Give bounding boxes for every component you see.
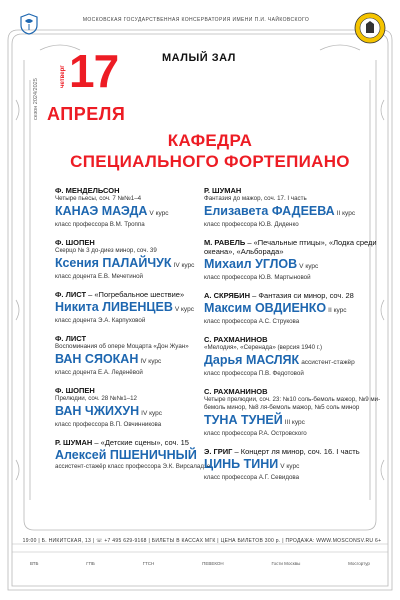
month-label: АПРЕЛЯ: [47, 104, 126, 124]
sponsor-logo: ВТБ: [30, 560, 39, 566]
work-title: Четыре прелюдии, соч. 23: №10 соль-бемоль мажор, №9 ми-бемоль минор, №8 ля-бемоль мажор, №5 соль минор: [204, 396, 381, 411]
composer-line: [204, 186, 384, 195]
program-column-right: [204, 186, 384, 491]
composer-name: М. РАВЕЛЬ: [204, 238, 246, 247]
sponsor-logo: Мосгортур: [348, 560, 370, 566]
program-entry: [204, 238, 384, 282]
performer-line: [204, 300, 384, 318]
performer-name: ЦИНЬ ТИНИ: [204, 457, 279, 471]
composer-name: Э. ГРИГ: [204, 447, 233, 456]
work-title: «Мелодия», «Серенада» (версия 1940 г.): [204, 344, 323, 351]
sponsor-logo: Гости Москвы: [271, 560, 301, 566]
composer-line: [204, 291, 384, 300]
performer-name: ТУНА ТУНЕЙ: [204, 413, 283, 427]
teacher-line: класс профессора П.В. Федотовой: [204, 370, 304, 377]
work-title: Четыре пьесы, соч. 7 №№1–4: [55, 195, 142, 202]
performer-course: IV курс: [173, 262, 195, 269]
work-title: Скерцо № 3 до-диез минор, соч. 39: [55, 247, 157, 254]
work-title: Воспоминания об опере Моцарта «Дон Жуан»: [55, 343, 189, 350]
teacher-line: класс профессора В.П. Овчинникова: [55, 421, 162, 428]
teacher-line: класс профессора А.Г. Севидова: [204, 474, 300, 481]
day-number: 17: [69, 45, 119, 97]
ministry-emblem-icon: [18, 12, 40, 36]
work-title-inline: – «Детские сцены», соч. 15: [92, 438, 189, 447]
composer-line: [204, 335, 384, 344]
program-entry: [204, 186, 384, 229]
department-title: [60, 130, 360, 172]
performer-course: IV курс: [140, 358, 162, 365]
performer-line: [204, 352, 384, 370]
performer-name: Никита ЛИВЕНЦЕВ: [55, 300, 173, 314]
performer-course: V курс: [149, 210, 169, 217]
work-title-inline: – Фантазия си минор, соч. 28: [249, 291, 354, 300]
performer-course: V курс: [174, 306, 194, 313]
footer-info: 19:00 | Б. НИКИТСКАЯ, 13 | ☏ +7 495 629-9168 | БИЛЕТЫ В КАССАХ МГК | ЦЕНА БИЛЕТОВ 300 р. | ПРОДАЖА: WWW.MOSCONSV.RU 6+: [22, 538, 382, 544]
program-entry: [204, 387, 384, 438]
teacher-line: класс профессора В.М. Троппа: [55, 221, 145, 228]
performer-name: Алексей ПШЕНИЧНЫЙ: [55, 448, 197, 462]
work-title: Прелюдии, соч. 28 №№1–12: [55, 395, 137, 402]
performer-line: [204, 203, 384, 221]
work-title-inline: – «Печальные птицы», «Лодка среди океана», «Альборада»: [204, 238, 377, 256]
performer-name: Дарья МАСЛЯК: [204, 353, 300, 367]
weekday-label: четверг: [60, 65, 66, 88]
performer-course: II курс: [328, 307, 347, 314]
composer-name: Ф. МЕНДЕЛЬСОН: [55, 186, 120, 195]
teacher-line: класс доцента Е.А. Леденёвой: [55, 369, 143, 376]
sponsor-logo: ГПБ: [86, 560, 95, 566]
performer-name: Михаил УГЛОВ: [204, 257, 298, 271]
composer-line: [204, 447, 384, 456]
work-title-inline: – «Погребальное шествие»: [86, 290, 185, 299]
program-entry: [204, 335, 384, 378]
department-line-1: КАФЕДРА: [167, 131, 253, 150]
composer-name: Ф. ШОПЕН: [55, 238, 95, 247]
sponsor-logo: ПЕВЕКОН: [202, 560, 224, 566]
performer-name: ВАН ЧЖИХУН: [55, 404, 140, 418]
sponsor-logo: ГТСН: [142, 560, 155, 566]
performer-line: [204, 256, 384, 274]
department-line-2: СПЕЦИАЛЬНОГО ФОРТЕПИАНО: [70, 152, 350, 171]
teacher-line: класс профессора Ю.В. Диденко: [204, 221, 299, 228]
performer-course: II курс: [336, 210, 356, 217]
composer-line: [204, 238, 384, 256]
program-entry: [204, 291, 384, 326]
sponsor-strip: [30, 556, 370, 570]
performer-name: Ксения ПАЛАЙЧУК: [55, 256, 172, 270]
performer-name: Максим ОВДИЕНКО: [204, 301, 327, 315]
teacher-line: класс профессора А.С. Струкова: [204, 318, 300, 325]
work-title: Фантазия до мажор, соч. 17. I часть: [204, 195, 307, 202]
performer-course: ассистент-стажёр: [301, 359, 355, 366]
composer-name: Р. ШУМАН: [204, 186, 242, 195]
performer-course: V курс: [299, 263, 319, 270]
performer-line: [204, 412, 384, 430]
performer-line: [204, 456, 384, 474]
hall-title: МАЛЫЙ ЗАЛ: [162, 52, 236, 64]
performer-course: III курс: [284, 419, 305, 426]
teacher-line: класс профессора Р.А. Островского: [204, 430, 307, 437]
teacher-line: класс профессора Ю.В. Мартыновой: [204, 274, 311, 281]
teacher-line: класс доцента Е.В. Мечетиной: [55, 273, 143, 280]
performer-course: V курс: [280, 463, 300, 470]
teacher-line: ассистент-стажёр класс профессора Э.К. Вирсаладзе: [55, 463, 211, 470]
composer-name: Ф. ШОПЕН: [55, 386, 95, 395]
composer-name: Р. ШУМАН: [55, 438, 93, 447]
composer-line: [204, 387, 384, 396]
composer-name: С. РАХМАНИНОВ: [204, 387, 268, 396]
teacher-line: класс доцента Э.А. Карпуховой: [55, 317, 146, 324]
season-label: сезон 2024/2025: [33, 78, 39, 120]
performer-course: IV курс: [141, 410, 163, 417]
performer-name: Елизавета ФАДЕЕВА: [204, 204, 335, 218]
conservatory-name: МОСКОВСКАЯ ГОСУДАРСТВЕННАЯ КОНСЕРВАТОРИЯ ИМЕНИ П.И. ЧАЙКОВСКОГО: [82, 17, 310, 23]
composer-name: Ф. ЛИСТ: [55, 290, 87, 299]
work-title-inline: – Концерт ля минор, соч. 16. I часть: [232, 447, 360, 456]
composer-name: Ф. ЛИСТ: [55, 334, 87, 343]
composer-name: А. СКРЯБИН: [204, 291, 250, 300]
performer-name: ВАН СЯОКАН: [55, 352, 139, 366]
conservatory-seal-icon: [354, 12, 386, 44]
performer-name: КАНАЭ МАЭДА: [55, 204, 148, 218]
composer-name: С. РАХМАНИНОВ: [204, 335, 268, 344]
program-entry: [204, 447, 384, 482]
